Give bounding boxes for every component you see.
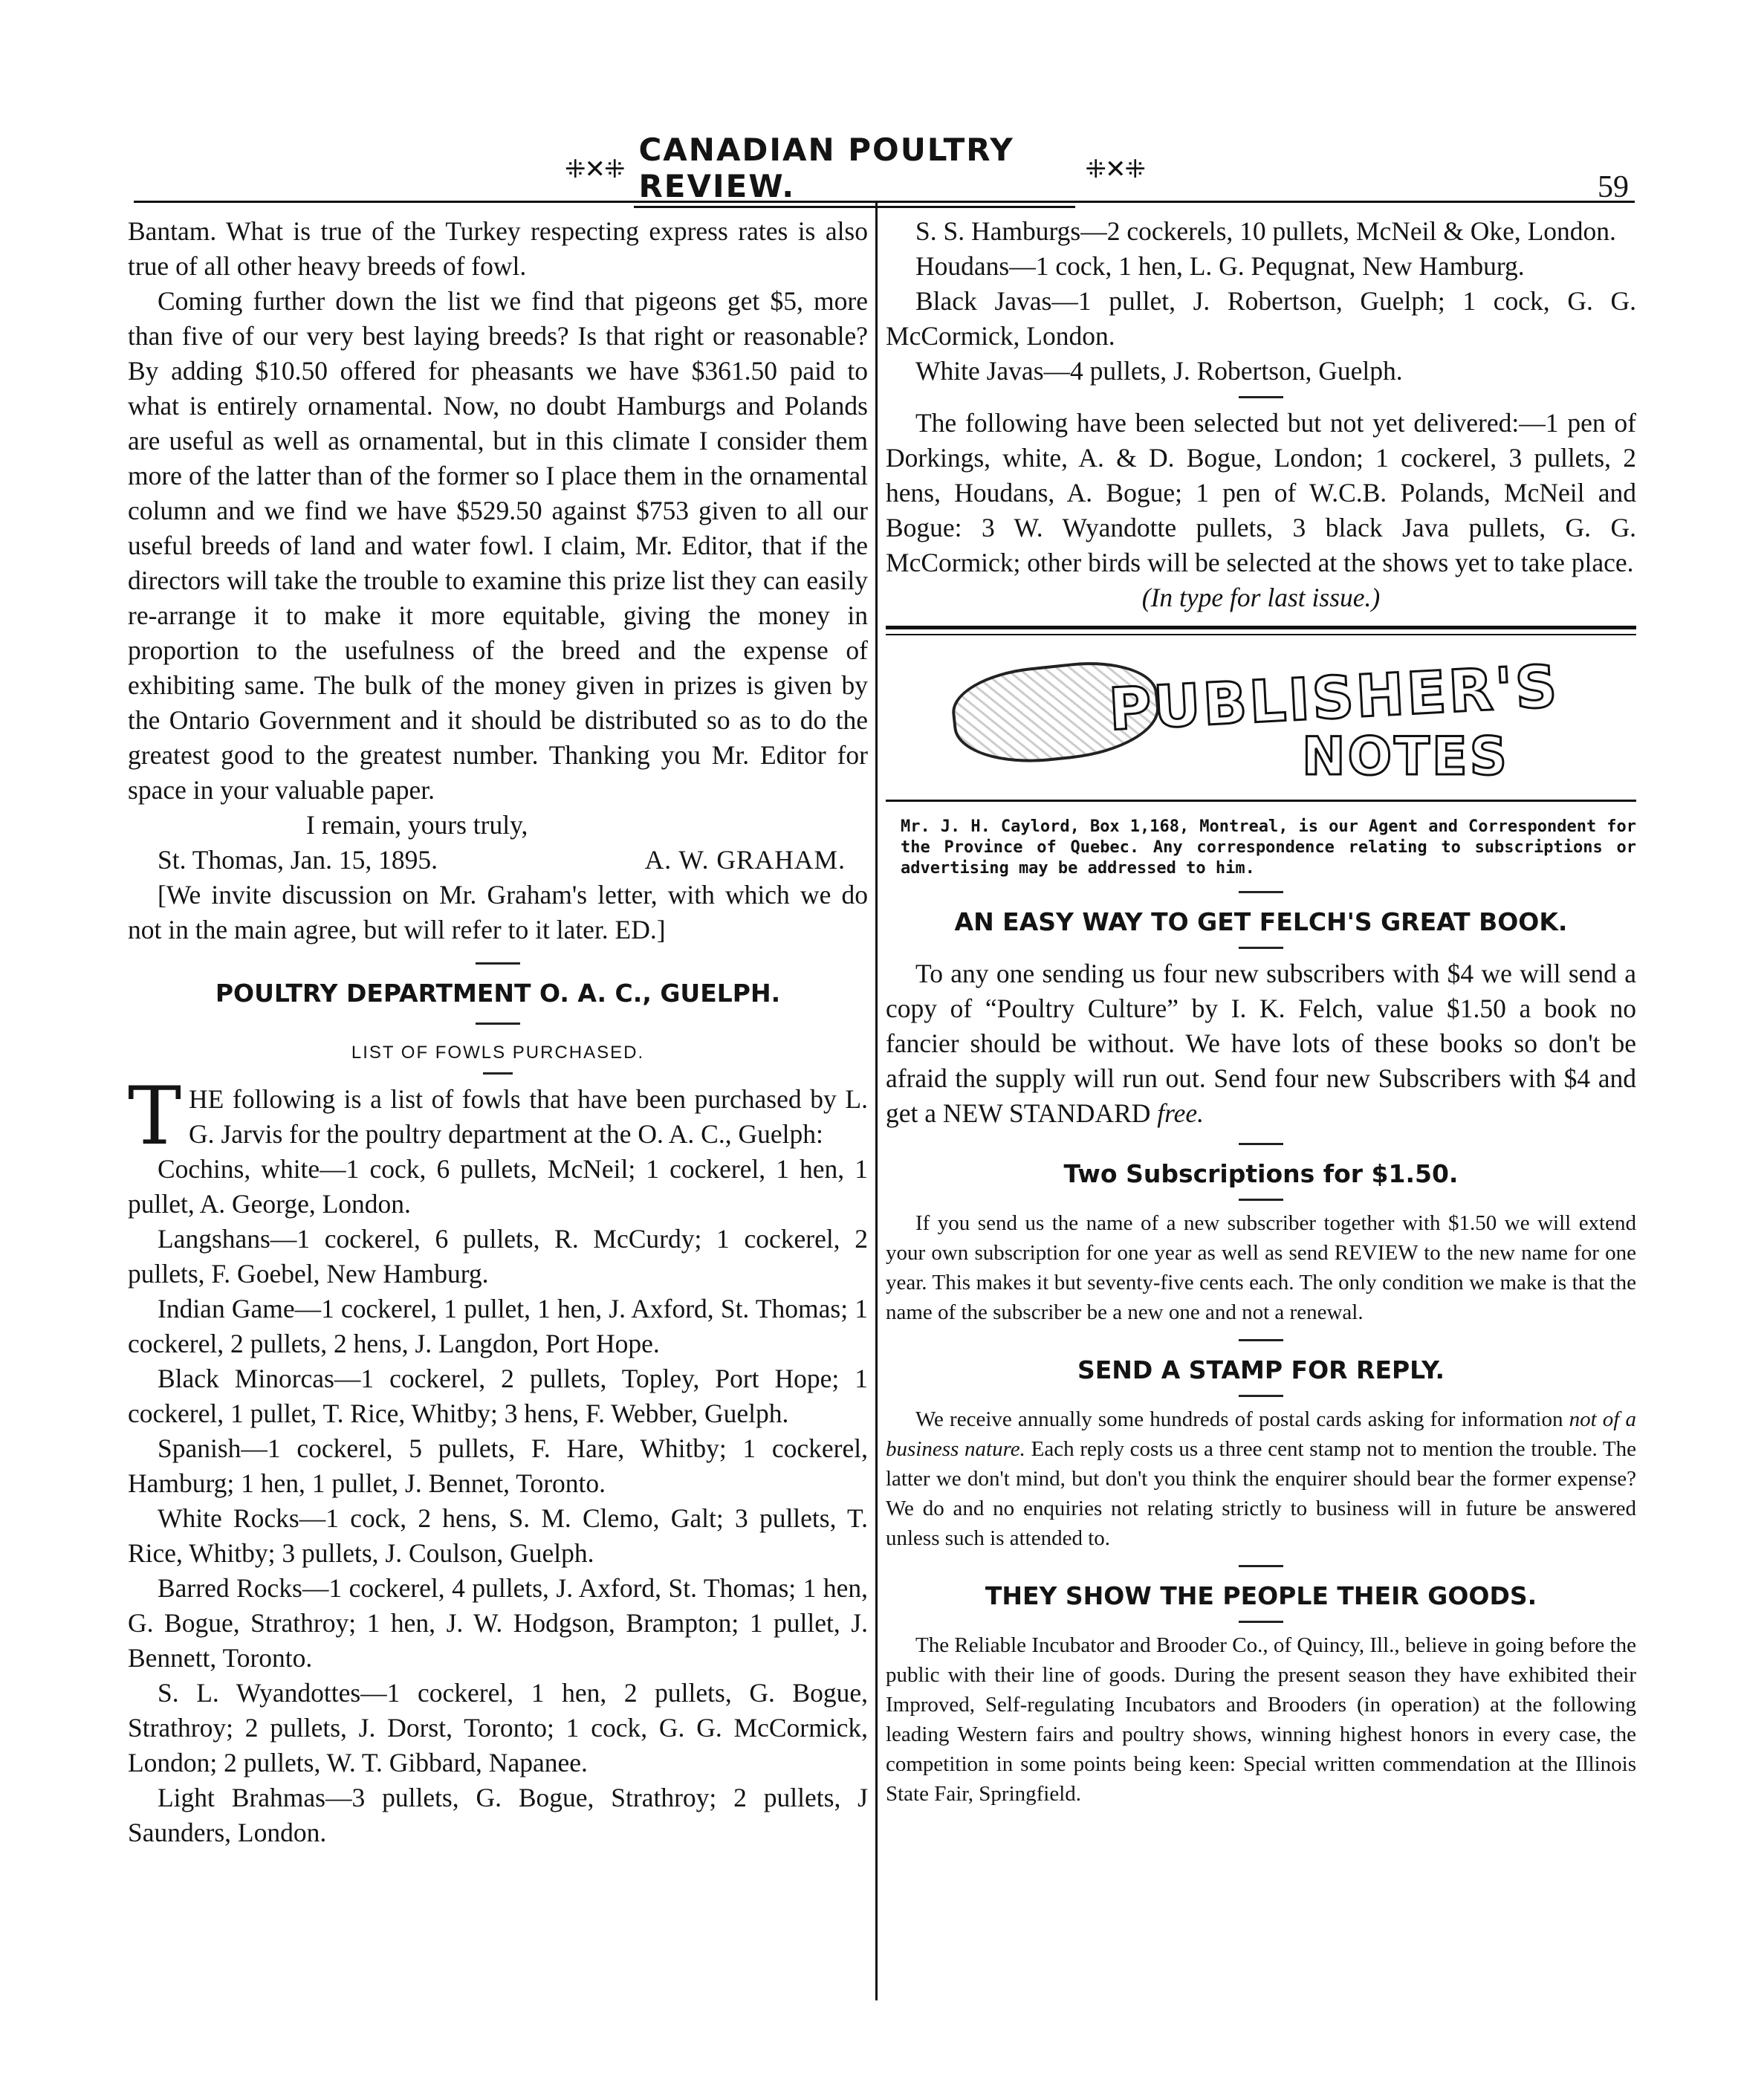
publishers-notes-banner xyxy=(886,635,1636,806)
signature-name: A. W. GRAHAM. xyxy=(644,845,846,875)
page-number: 59 xyxy=(1598,170,1629,204)
list-item: Langshans—1 cockerel, 6 pullets, R. McCurdy; 1 cockerel, 2 pullets, F. Goebel, New Hamburg. xyxy=(128,1224,868,1289)
editor-note: [We invite discussion on Mr. Graham's letter, with which we do not in the main agree, but will refer to it later. ED.] xyxy=(128,880,868,944)
section-divider xyxy=(1239,1339,1283,1341)
list-item: Barred Rocks—1 cockerel, 4 pullets, J. Axford, St. Thomas; 1 hen, G. Bogue, Strathroy; 1 hen, J. W. Hodgson, Brampton; 1 pullet, J. Bennett, Toronto. xyxy=(128,1573,868,1673)
section-divider xyxy=(1239,891,1283,893)
section-divider xyxy=(1239,1395,1283,1397)
banner-rule xyxy=(886,800,1636,802)
fowls-list xyxy=(128,1152,868,1850)
paragraph-bantam: Bantam. What is true of the Turkey respecting express rates is also true of all other heavy breeds of fowl. xyxy=(128,216,868,281)
stamp-text xyxy=(886,1404,1636,1553)
list-item: S. L. Wyandottes—1 cockerel, 1 hen, 2 pullets, G. Bogue, Strathroy; 2 pullets, J. Dorst, Toronto; 1 cock, G. G. McCormick, London; 2 pullets, W. T. Gibbard, Napanee. xyxy=(128,1678,868,1777)
journal-title: CANADIAN POULTRY REVIEW. xyxy=(634,132,1074,208)
section-heading-felch: AN EASY WAY TO GET FELCH'S GREAT BOOK. xyxy=(954,907,1568,936)
drop-cap: T xyxy=(128,1070,182,1163)
ornament-left-icon: ⁜✕⁜ xyxy=(565,156,624,184)
felch-text xyxy=(886,956,1636,1131)
section-heading-subscriptions: Two Subscriptions for $1.50. xyxy=(1063,1159,1459,1188)
letter-closing: I remain, yours truly, xyxy=(306,810,528,840)
stamp-text-italic: not of a business nature. xyxy=(886,1407,1636,1461)
banner-word-notes: NOTES xyxy=(1302,726,1510,787)
list-item: Black Minorcas—1 cockerel, 2 pullets, Topley, Port Hope; 1 cockerel, 1 pullet, T. Rice, Whitby; 3 hens, F. Webber, Guelph. xyxy=(128,1364,868,1428)
stamp-text-b: Each reply costs us a three cent stamp not to mention the trouble. The latter we don't mind, but don't you think the enquirer should bear the former expense? We do and no enquiries not relating strictly to business will in future be answered unless such is attended to. xyxy=(886,1437,1637,1550)
stamp-text-a: We receive annually some hundreds of postal cards asking for information xyxy=(915,1407,1563,1431)
selected-fowls: The following have been selected but not yet delivered:—1 pen of Dorkings, white, A. & D. Bogue, London; 1 cockerel, 3 pullets, 2 hens, Houdans, A. Bogue; 1 pen of W.C.B. Polands, McNeil and Bogue: 3 W. Wyandotte pullets, 3 black Java pullets, G. G. McCormick; other birds will be selected at the shows yet to take place. xyxy=(886,408,1636,577)
section-subheading-fowls: LIST OF FOWLS PURCHASED. xyxy=(351,1043,645,1063)
fowls-intro-text: HE following is a list of fowls that have been purchased by L. G. Jarvis for the poultry department at the O. A. C., Guelph: xyxy=(189,1084,868,1149)
subscriptions-text: If you send us the name of a new subscriber together with $1.50 we will extend your own subscription for one year as well as send REVIEW to the new name for one year. This makes it but seventy-five cents each. The only condition we make is that the name of the subscriber be a new one and not a renewal. xyxy=(886,1211,1636,1324)
paragraph-pigeons: Coming further down the list we find that pigeons get $5, more than five of our very best laying breeds? Is that right or reasonable? By adding $10.50 offered for pheasants we have $361.50 paid to what is entirely ornamental. Now, no doubt Hamburgs and Polands are useful as well as ornamental, but in this climate I consider them more of the latter than of the former so I place them in the ornamental column and we find we have $529.50 against $753 given to all our useful breeds of land and water fowl. I claim, Mr. Editor, that if the directors will take the trouble to examine this prize list they can easily re-arrange it to make it more equitable, giving the money in proportion to the usefulness of the breed and the expense of exhibiting same. The bulk of the money given in prizes is given by the Ontario Government and it should be distributed so as to do the greatest good to the greatest number. Thanking you Mr. Editor for space in your valuable paper. xyxy=(128,286,868,805)
list-item: S. S. Hamburgs—2 cockerels, 10 pullets, McNeil & Oke, London. xyxy=(915,216,1616,246)
felch-standard: NEW STANDARD xyxy=(942,1098,1151,1128)
list-item: Black Javas—1 pullet, J. Robertson, Guelph; 1 cock, G. G. McCormick, London. xyxy=(886,286,1636,351)
list-item: Indian Game—1 cockerel, 1 pullet, 1 hen, J. Axford, St. Thomas; 1 cockerel, 2 pullets, 2 hens, J. Langdon, Port Hope. xyxy=(128,1294,868,1358)
list-item: Houdans—1 cock, 1 hen, L. G. Pequgnat, New Hamburg. xyxy=(915,251,1525,281)
section-divider xyxy=(1239,947,1283,949)
list-item: Light Brahmas—3 pullets, G. Bogue, Strathroy; 2 pullets, J Saunders, London. xyxy=(128,1783,868,1847)
banner-word-publishers: PUBLISHER'S xyxy=(1107,653,1561,744)
right-column xyxy=(886,214,1636,1809)
list-item: White Javas—4 pullets, J. Robertson, Guelph. xyxy=(915,356,1403,386)
section-divider xyxy=(1239,1199,1283,1201)
signature-place-date: St. Thomas, Jan. 15, 1895. xyxy=(158,845,438,875)
section-divider xyxy=(476,962,520,965)
list-item: Spanish—1 cockerel, 5 pullets, F. Hare, Whitby; 1 cockerel, Hamburg; 1 hen, 1 pullet, J. Bennet, Toronto. xyxy=(128,1433,868,1498)
section-divider xyxy=(1239,1565,1283,1567)
section-heading-poultry-dept: POULTRY DEPARTMENT O. A. C., GUELPH. xyxy=(215,979,781,1008)
fowls-intro xyxy=(128,1070,868,1163)
header-rule xyxy=(134,201,1635,203)
type-note: (In type for last issue.) xyxy=(1141,583,1381,612)
ornament-right-icon: ⁜✕⁜ xyxy=(1085,156,1144,184)
list-item: Cochins, white—1 cock, 6 pullets, McNeil; 1 cockerel, 1 hen, 1 pullet, A. George, London. xyxy=(128,1154,868,1219)
letter-signature xyxy=(128,843,868,878)
felch-body: To any one sending us four new subscribers with $4 we will send a copy of “Poultry Culture” by I. K. Felch, value $1.50 a book no fancier should be without. We have lots of these books so don't be afraid the supply will run out. Send four new Subscribers with $4 and get a xyxy=(886,959,1636,1128)
section-divider xyxy=(1239,1143,1283,1145)
section-divider xyxy=(1239,396,1283,398)
section-divider xyxy=(1239,1621,1283,1623)
section-divider xyxy=(476,1023,520,1025)
section-divider xyxy=(483,1072,513,1075)
section-heading-goods: THEY SHOW THE PEOPLE THEIR GOODS. xyxy=(985,1581,1537,1610)
left-column xyxy=(128,214,868,1850)
goods-text: The Reliable Incubator and Brooder Co., of Quincy, Ill., believe in going before the public with their line of goods. During the present season they have exhibited their Improved, Self-regulating Incubators and Brooders (in operation) at the following leading Western fairs and poultry shows, winning highest honors in every case, the competition in some points being keen: Special written commendation at the Illinois State Fair, Springfield. xyxy=(886,1633,1636,1806)
list-item: White Rocks—1 cock, 2 hens, S. M. Clemo, Galt; 3 pullets, T. Rice, Whitby; 3 pullets, J. Coulson, Guelph. xyxy=(128,1503,868,1568)
section-heading-stamp: SEND A STAMP FOR REPLY. xyxy=(1077,1355,1445,1384)
column-divider xyxy=(875,202,878,2000)
felch-free: free. xyxy=(1157,1098,1205,1128)
double-rule xyxy=(886,626,1636,635)
masthead xyxy=(565,131,1144,204)
agent-notice: Mr. J. H. Caylord, Box 1,168, Montreal, is our Agent and Correspondent for the Province of Quebec. Any correspondence relating to subscriptions or advertising may be addressed to him. xyxy=(901,817,1636,878)
